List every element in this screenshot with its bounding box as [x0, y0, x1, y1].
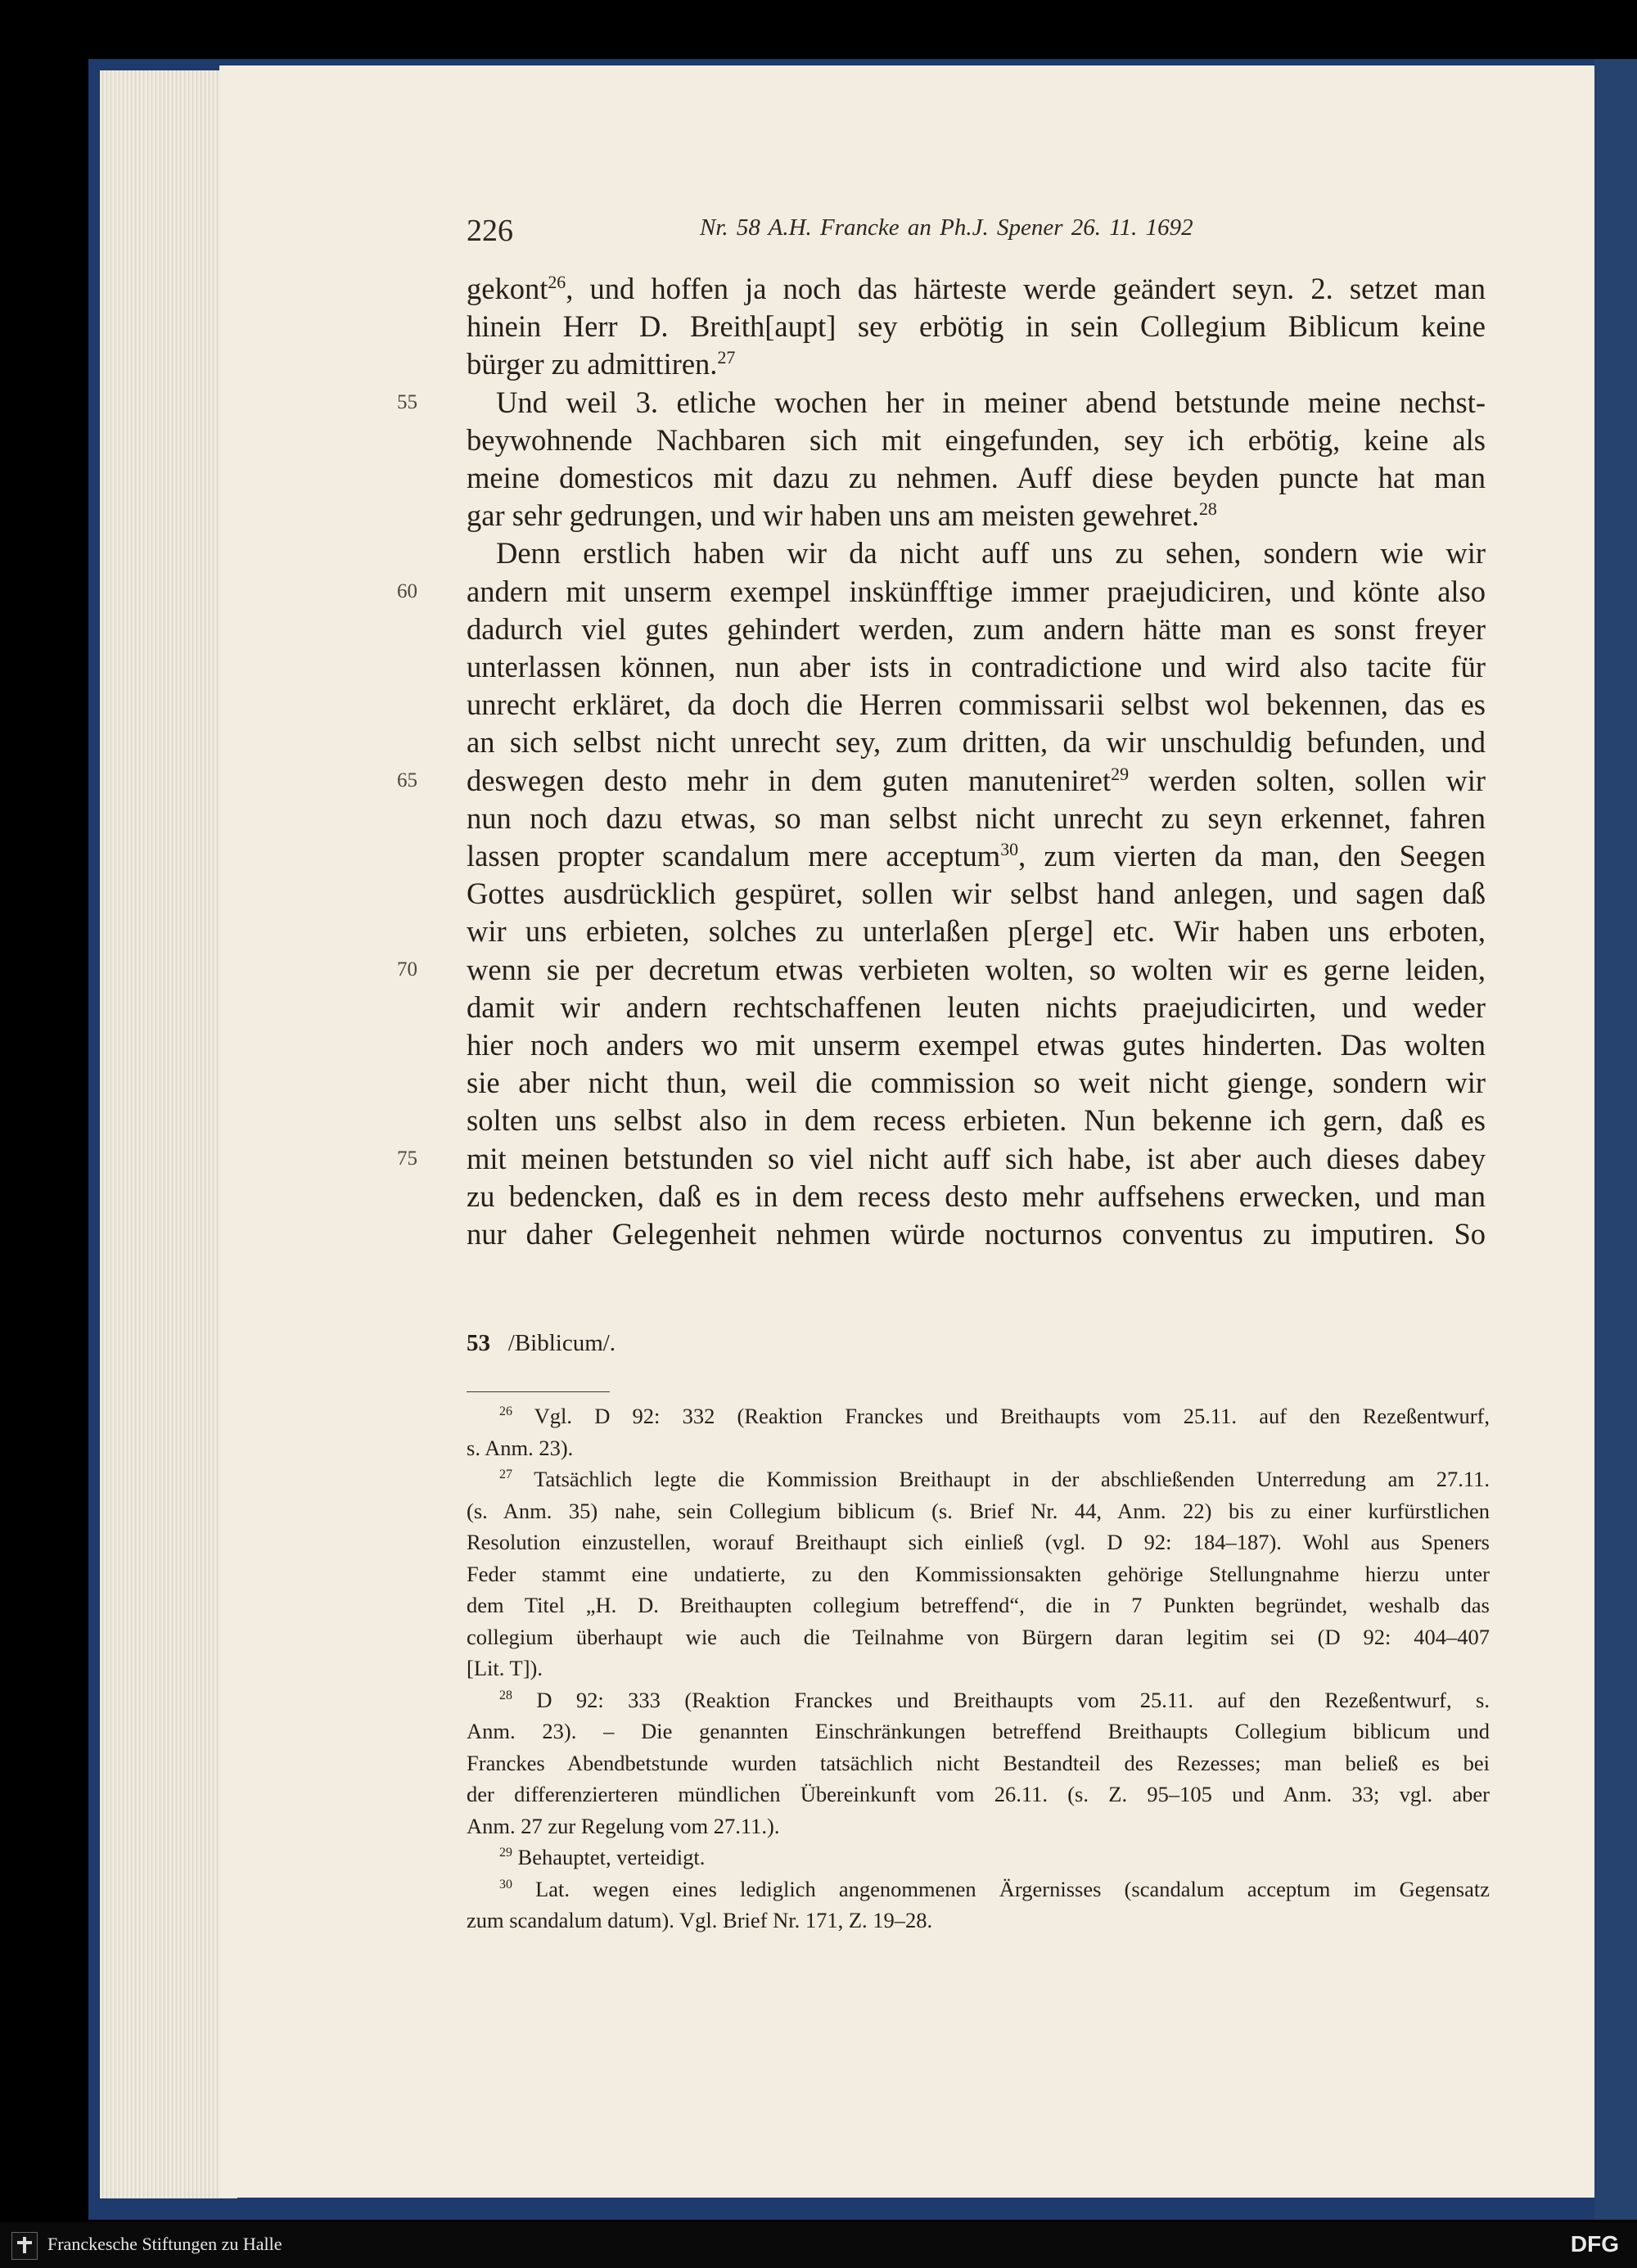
body-line: an sich selbst nicht unrecht sey, zum dritten, da wir unschuldig befunden, und: [467, 725, 1486, 760]
body-line: deswegen desto mehr in dem guten manuteniret$^{29}$ werden solten, sollen wir 65: [467, 762, 1486, 800]
footnote-line: zum scandalum datum). Vgl. Brief Nr. 171, Z. 19–28.: [467, 1908, 933, 1932]
viewer-footer: [0, 2222, 1637, 2268]
margin-line-number: 65: [397, 769, 417, 791]
body-line: mit meinen betstunden so viel nicht auff sich habe, ist aber auch dieses dabey 75: [467, 1140, 1486, 1178]
footnote-line: [Lit. T]).: [467, 1656, 543, 1680]
body-line: andern mit unserm exempel inskünfftige immer praejudiciren, und könte also 60: [467, 573, 1486, 611]
body-line: gar sehr gedrungen, und wir haben uns am meisten gewehret.$^{28}$: [467, 498, 1217, 533]
footnote-line: $^{30}$ Lat. wegen eines lediglich angenommenen Ärgernisses (scandalum acceptum im Gegensatz: [499, 1876, 1490, 1901]
footnote-line: Anm. 23). – Die genannten Einschränkungen betreffend Breithaupts Collegium biblicum und: [467, 1719, 1490, 1743]
footnote-line: der differenzierteren mündlichen Übereinkunft vom 26.11. (s. Z. 95–105 und Anm. 33; vgl. aber: [467, 1782, 1490, 1806]
margin-line-number: 75: [397, 1147, 417, 1170]
footnote-line: Anm. 27 zur Regelung vom 27.11.).: [467, 1813, 780, 1838]
body-line: nun noch dazu etwas, so man selbst nicht unrecht zu seyn erkennet, fahren: [467, 800, 1486, 835]
body-line: unterlassen können, nun aber ists in contradictione und wird also tacite für: [467, 650, 1486, 683]
margin-line-number: 55: [397, 390, 417, 413]
footnote-line: (s. Anm. 35) nahe, sein Collegium biblicum (s. Brief Nr. 44, Anm. 22) bis zu einer kurfürstlichen: [467, 1498, 1490, 1523]
page-number: 226: [467, 214, 513, 248]
body-line: bürger zu admittiren.$^{27}$: [467, 347, 736, 381]
apparatus-entry: [467, 1330, 616, 1357]
body-line: zu bedencken, daß es in dem recess desto mehr auffsehens erwecken, und man: [467, 1179, 1486, 1213]
body-line: beywohnende Nachbaren sich mit eingefunden, sey ich erbötig, keine als: [467, 422, 1486, 457]
running-title: Nr. 58 A.H. Francke an Ph.J. Spener 26. 11. 1692: [700, 214, 1193, 241]
body-line: damit wir andern rechtschaffenen leuten nichts praejudicirten, und weder: [467, 990, 1486, 1024]
footnote-line: $^{26}$ Vgl. D 92: 332 (Reaktion Franckes und Breithaupts vom 25.11. auf den Rezeßentwurf,: [499, 1404, 1490, 1428]
body-line: nur daher Gelegenheit nehmen würde nocturnos conventus zu imputiren. So: [467, 1217, 1486, 1251]
footnote-line: $^{28}$ D 92: 333 (Reaktion Franckes und Breithaupts vom 25.11. auf den Rezeßentwurf, s.: [499, 1687, 1490, 1712]
body-line: wir uns erbieten, solches zu unterlaßen p[erge] etc. Wir haben uns erboten,: [467, 914, 1486, 949]
body-line: Und weil 3. etliche wochen her in meiner abend betstunde meine nechst- 55: [467, 384, 1486, 422]
book-cover-right: [1594, 59, 1637, 2220]
body-line: solten uns selbst also in dem recess erbieten. Nun bekenne ich gern, daß es: [467, 1103, 1486, 1138]
body-line: meine domesticos mit dazu zu nehmen. Auff diese beyden puncte hat man: [467, 461, 1486, 494]
body-line: Gottes ausdrücklich gespüret, sollen wir selbst hand anlegen, und sagen daß: [467, 877, 1486, 911]
footnote-line: collegium überhaupt wie auch die Teilnahme von Bürgern daran legitim sei (D 92: 404–407: [467, 1624, 1490, 1649]
footnote-line: dem Titel „H. D. Breithaupten collegium betreffend“, die in 7 Punkten begründet, weshalb das: [467, 1593, 1490, 1617]
footnote-line: Resolution einzustellen, worauf Breithaupt sich einließ (vgl. D 92: 184–187). Wohl aus Speners: [467, 1530, 1490, 1554]
footnote-line: $^{27}$ Tatsächlich legte die Kommission Breithaupt in der abschließenden Unterredung am 27.11.: [499, 1467, 1490, 1491]
body-line: dadurch viel gutes gehindert werden, zum andern hätte man es sonst freyer: [467, 611, 1486, 646]
footnote-line: s. Anm. 23).: [467, 1435, 574, 1460]
apparatus-reading: /Biblicum/.: [507, 1330, 616, 1356]
margin-line-number: 60: [397, 579, 417, 602]
body-line: wenn sie per decretum etwas verbieten wolten, so wolten wir es gerne leiden, 70: [467, 951, 1486, 989]
body-line: lassen propter scandalum mere acceptum$^{30}$, zum vierten da man, den Seegen: [467, 838, 1486, 872]
institution-name: Franckesche Stiftungen zu Halle: [47, 2234, 282, 2254]
page-edges: [100, 70, 237, 2198]
footnote-rule: [467, 1391, 610, 1392]
margin-line-number: 70: [397, 958, 417, 981]
apparatus-line-number: 53: [467, 1330, 490, 1356]
dfg-logo: DFG: [1570, 2231, 1619, 2257]
franckesche-stiftungen-logo-icon: [11, 2232, 38, 2260]
footnote-line: $^{29}$ Behauptet, verteidigt.: [499, 1845, 706, 1869]
footnote-line: Feder stammt eine undatierte, zu den Kommissionsakten gehörige Stellungnahme hierzu unter: [467, 1561, 1490, 1586]
footnote-line: Franckes Abendbetstunde wurden tatsächlich nicht Bestandteil des Rezesses; man beließ es bei: [467, 1750, 1490, 1775]
body-line: Denn erstlich haben wir da nicht auff uns zu sehen, sondern wie wir: [496, 536, 1486, 570]
body-line: sie aber nicht thun, weil die commission so weit nicht gienge, sondern wir: [467, 1066, 1486, 1100]
body-line: hinein Herr D. Breith[aupt] sey erbötig in sein Collegium Biblicum keine: [467, 309, 1486, 344]
body-line: unrecht erkläret, da doch die Herren commissarii selbst wol bekennen, das es: [467, 688, 1486, 722]
body-line: hier noch anders wo mit unserm exempel etwas gutes hinderten. Das wolten: [467, 1028, 1486, 1062]
body-line: gekont$^{26}$, und hoffen ja noch das härteste werde geändert seyn. 2. setzet man: [467, 271, 1486, 305]
